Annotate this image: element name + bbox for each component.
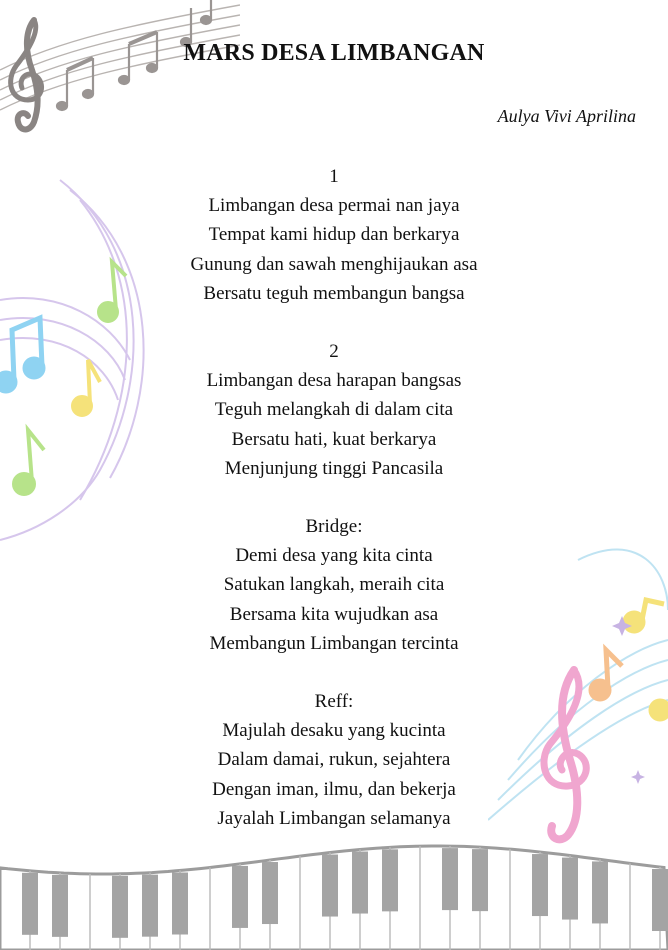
stanza-2 <box>0 337 668 483</box>
lyric-line: Teguh melangkah di dalam cita <box>214 399 454 421</box>
stanza-heading: 1 <box>329 166 339 187</box>
black-key <box>442 848 458 910</box>
lyric-line: Membangun Limbangan tercinta <box>209 632 459 654</box>
stanza-heading: 2 <box>329 341 339 363</box>
lyrics-body <box>0 162 668 862</box>
lyric-line: Gunung dan sawah menghijaukan asa <box>190 253 478 275</box>
lyric-line: Demi desa yang kita cinta <box>235 545 433 567</box>
song-title: MARS DESA LIMBANGAN <box>183 40 485 66</box>
black-key <box>142 875 158 937</box>
lyric-line: Menjunjung tinggi Pancasila <box>224 457 444 479</box>
black-key <box>322 855 338 917</box>
lyric-line: Limbangan desa harapan bangsas <box>206 370 462 392</box>
black-key <box>22 873 38 935</box>
lyric-line: Satukan langkah, meraih cita <box>223 574 445 596</box>
black-key <box>592 861 608 923</box>
lyric-line: Bersama kita wujudkan asa <box>229 603 439 625</box>
author-name: Aulya Vivi Aprilina <box>497 106 636 126</box>
lyric-line: Tempat kami hidup dan berkarya <box>208 224 460 246</box>
black-key <box>172 873 188 935</box>
black-key <box>382 849 398 911</box>
black-key <box>52 875 68 937</box>
lyric-line: Dalam damai, rukun, sejahtera <box>217 749 451 771</box>
black-key <box>262 862 278 924</box>
black-key <box>112 876 128 938</box>
stanza-heading: Reff: <box>314 691 354 713</box>
black-key <box>652 869 668 931</box>
lyric-line: Dengan iman, ilmu, dan bekerja <box>212 778 456 800</box>
stanza-reff <box>0 687 668 833</box>
black-key <box>532 854 548 916</box>
lyric-line: Jayalah Limbangan selamanya <box>217 807 451 829</box>
piano-keyboard-decoration <box>0 820 668 950</box>
black-key <box>232 866 248 928</box>
lyric-line: Bersatu teguh membangun bangsa <box>203 282 465 304</box>
stanza-1 <box>0 162 668 308</box>
black-key <box>472 849 488 911</box>
stanza-bridge <box>0 512 668 658</box>
lyric-line: Bersatu hati, kuat berkarya <box>231 428 437 450</box>
black-key <box>562 858 578 920</box>
stanza-heading: Bridge: <box>305 516 363 538</box>
lyric-line: Majulah desaku yang kucinta <box>222 720 446 742</box>
lyric-line: Limbangan desa permai nan jaya <box>208 195 460 217</box>
black-key <box>352 852 368 914</box>
